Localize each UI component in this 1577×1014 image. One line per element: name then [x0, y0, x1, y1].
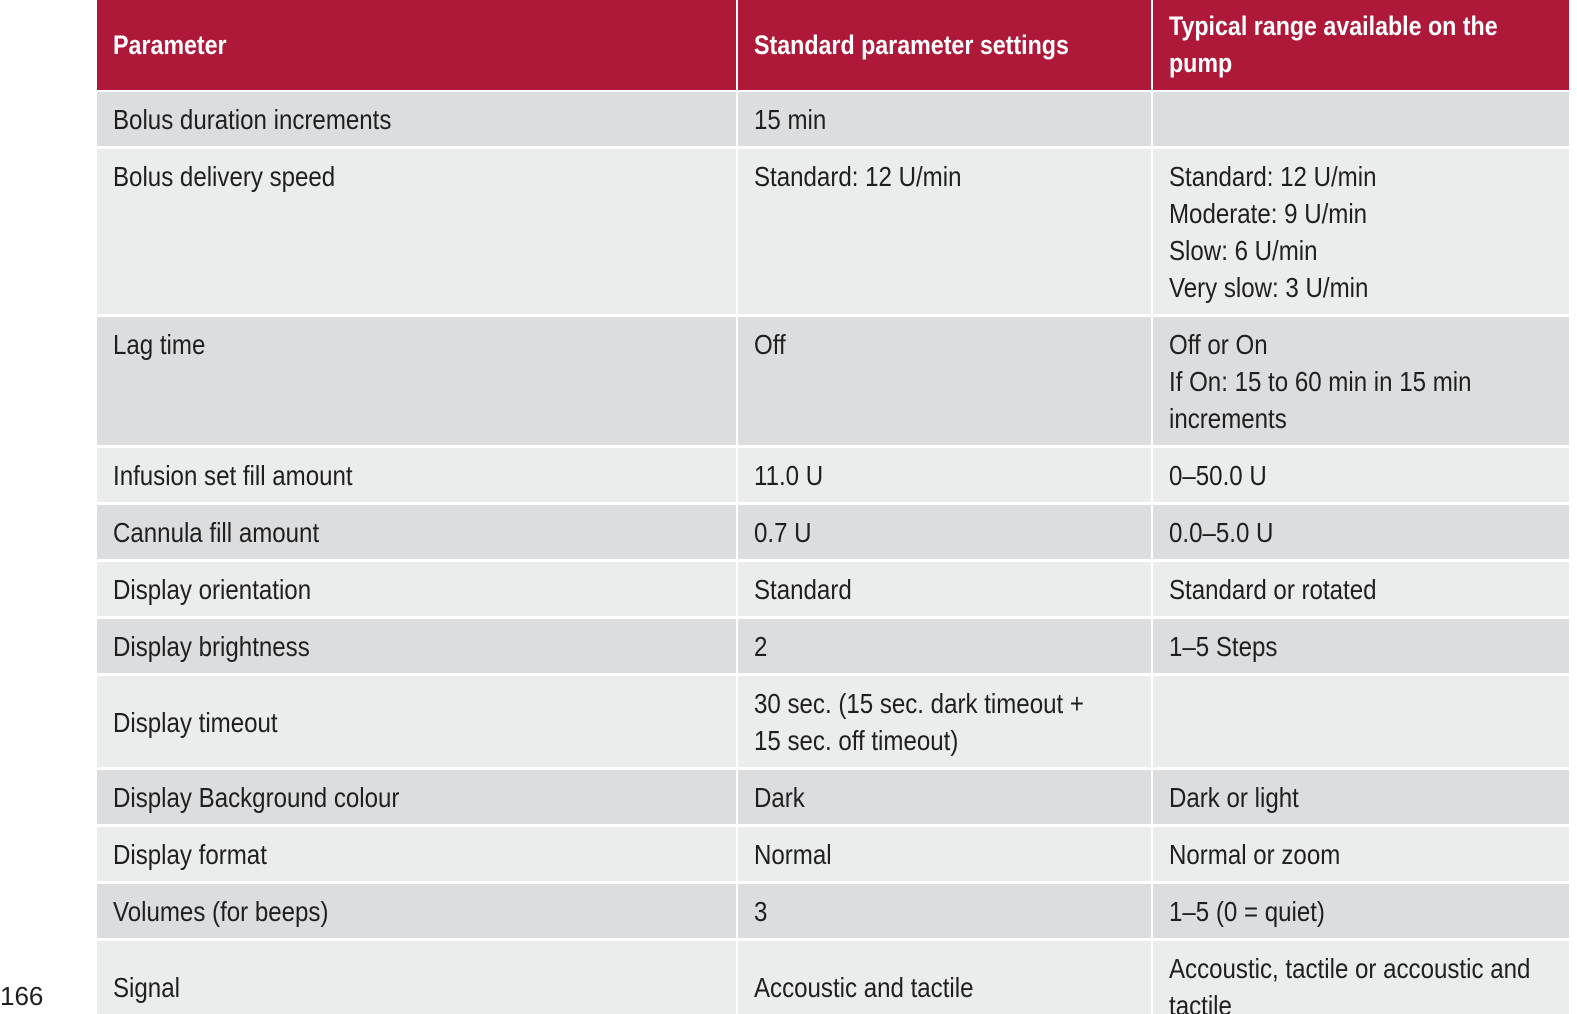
cell-parameter — [97, 148, 737, 316]
table-row — [97, 91, 1569, 148]
table-header — [97, 0, 1569, 91]
table-row — [97, 769, 1569, 826]
cell-standard-setting — [737, 504, 1152, 561]
table-row — [97, 675, 1569, 769]
table-row — [97, 148, 1569, 316]
header-line: pump — [1169, 48, 1233, 78]
cell-line: 15 min — [754, 104, 827, 135]
cell-standard-setting — [737, 618, 1152, 675]
cell-typical-range — [1152, 91, 1569, 148]
cell-standard-setting — [737, 447, 1152, 504]
cell-parameter — [97, 826, 737, 883]
cell-line: 2 — [754, 631, 768, 662]
cell-line: Display orientation — [113, 574, 312, 605]
cell-line: 0–50.0 U — [1169, 460, 1267, 491]
cell-standard-setting — [737, 883, 1152, 940]
header-standard-settings — [737, 0, 1152, 91]
table-row — [97, 940, 1569, 1014]
cell-line: Standard: 12 U/min — [754, 161, 962, 192]
cell-parameter — [97, 316, 737, 447]
cell-line: 30 sec. (15 sec. dark timeout + — [754, 688, 1084, 719]
cell-line: Bolus delivery speed — [113, 161, 336, 192]
parameter-settings-table — [97, 0, 1569, 1014]
cell-line: Standard — [754, 574, 852, 605]
table-row — [97, 561, 1569, 618]
cell-line: Dark — [754, 782, 805, 813]
cell-parameter — [97, 769, 737, 826]
cell-line: Standard: 12 U/min — [1169, 161, 1377, 192]
cell-typical-range — [1152, 504, 1569, 561]
cell-standard-setting — [737, 675, 1152, 769]
cell-line: Volumes (for beeps) — [113, 896, 329, 927]
cell-line: 1–5 (0 = quiet) — [1169, 896, 1325, 927]
cell-line: Accoustic and tactile — [754, 971, 974, 1003]
header-line: Standard parameter settings — [754, 29, 1069, 60]
cell-line: Standard or rotated — [1169, 574, 1377, 605]
cell-typical-range — [1152, 447, 1569, 504]
header-line: Parameter — [113, 29, 227, 60]
table-row — [97, 504, 1569, 561]
cell-parameter — [97, 940, 737, 1014]
header-line: Typical range available on the — [1169, 11, 1498, 41]
table-body — [97, 91, 1569, 1014]
cell-line: tactile — [1169, 990, 1232, 1014]
cell-line: Very slow: 3 U/min — [1169, 272, 1369, 303]
cell-line: Dark or light — [1169, 782, 1299, 813]
cell-typical-range — [1152, 148, 1569, 316]
cell-parameter — [97, 618, 737, 675]
cell-line: 1–5 Steps — [1169, 631, 1278, 662]
cell-line: 15 sec. off timeout) — [754, 725, 959, 756]
cell-typical-range — [1152, 883, 1569, 940]
cell-line: Display timeout — [113, 706, 278, 738]
cell-line: Signal — [113, 971, 180, 1003]
cell-line: Display brightness — [113, 631, 310, 662]
header-typical-range — [1152, 0, 1569, 91]
cell-parameter — [97, 883, 737, 940]
cell-typical-range — [1152, 940, 1569, 1014]
header-parameter — [97, 0, 737, 91]
cell-line: Normal — [754, 839, 832, 870]
cell-parameter — [97, 447, 737, 504]
cell-standard-setting — [737, 148, 1152, 316]
table-row — [97, 316, 1569, 447]
cell-line: increments — [1169, 403, 1287, 434]
table-row — [97, 618, 1569, 675]
cell-typical-range — [1152, 561, 1569, 618]
cell-line: Infusion set fill amount — [113, 460, 353, 491]
cell-standard-setting — [737, 561, 1152, 618]
cell-typical-range — [1152, 769, 1569, 826]
cell-line: Off — [754, 329, 786, 360]
cell-line: Display format — [113, 839, 267, 870]
page-number: 166 — [0, 981, 44, 1011]
cell-typical-range — [1152, 826, 1569, 883]
cell-parameter — [97, 504, 737, 561]
cell-line: Normal or zoom — [1169, 839, 1341, 870]
cell-line: 0.0–5.0 U — [1169, 517, 1274, 548]
header-row — [97, 0, 1569, 91]
cell-line: 3 — [754, 896, 768, 927]
cell-line: Cannula fill amount — [113, 517, 320, 548]
cell-parameter — [97, 91, 737, 148]
cell-typical-range — [1152, 316, 1569, 447]
cell-standard-setting — [737, 91, 1152, 148]
cell-line: Lag time — [113, 329, 206, 360]
table-row — [97, 447, 1569, 504]
cell-line: 11.0 U — [754, 460, 824, 491]
cell-line: 0.7 U — [754, 517, 812, 548]
cell-line: Off or On — [1169, 329, 1268, 360]
cell-standard-setting — [737, 826, 1152, 883]
cell-typical-range — [1152, 618, 1569, 675]
cell-line: If On: 15 to 60 min in 15 min — [1169, 366, 1472, 397]
cell-standard-setting — [737, 940, 1152, 1014]
cell-line: Moderate: 9 U/min — [1169, 198, 1368, 229]
cell-line: Slow: 6 U/min — [1169, 235, 1318, 266]
cell-parameter — [97, 561, 737, 618]
cell-parameter — [97, 675, 737, 769]
cell-standard-setting — [737, 769, 1152, 826]
cell-typical-range — [1152, 675, 1569, 769]
table-row — [97, 826, 1569, 883]
cell-line: Display Background colour — [113, 782, 400, 813]
cell-standard-setting — [737, 316, 1152, 447]
table-row — [97, 883, 1569, 940]
cell-line: Bolus duration increments — [113, 104, 392, 135]
cell-line: Accoustic, tactile or accoustic and — [1169, 953, 1531, 984]
